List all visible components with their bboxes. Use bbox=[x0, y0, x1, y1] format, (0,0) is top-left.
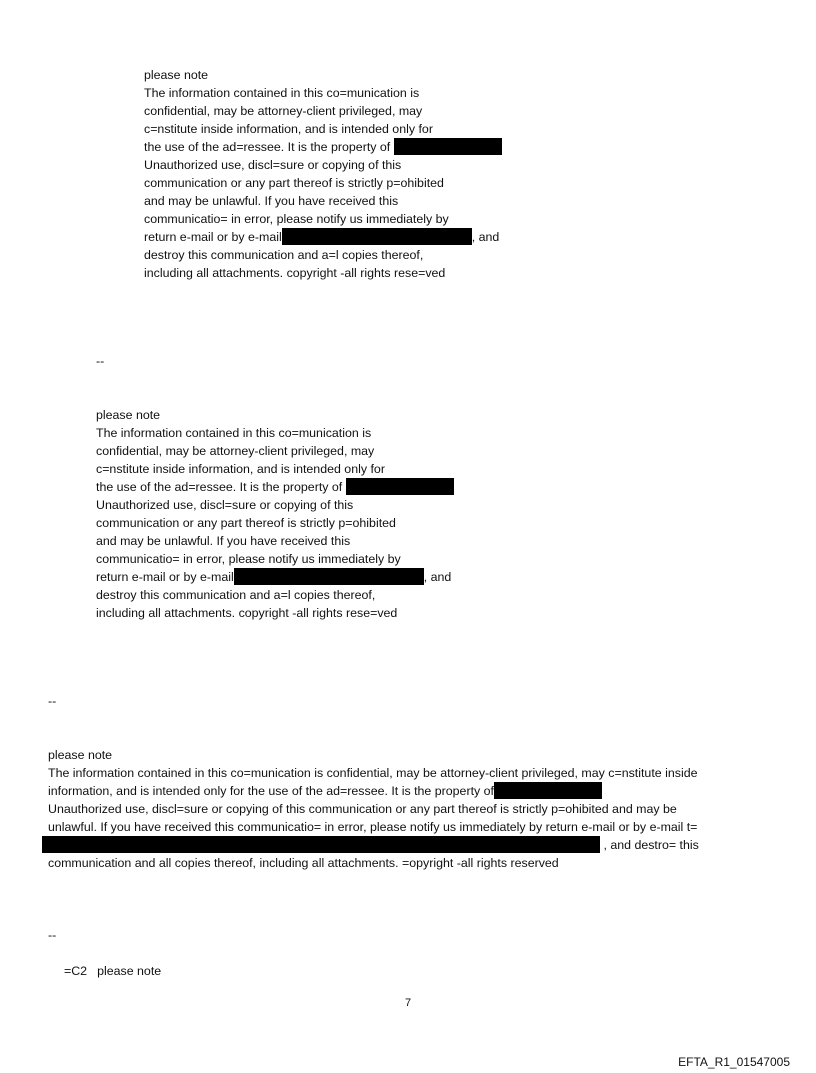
redaction-bar bbox=[234, 568, 424, 585]
block3-line-3-text: information, and is intended only for the use of the ad=ressee. It is the property of bbox=[48, 784, 494, 798]
block2-line-2: The information contained in this co=munication is bbox=[96, 426, 372, 440]
bates-number: EFTA_R1_01547005 bbox=[678, 1055, 790, 1069]
block2-line-1: please note bbox=[96, 408, 161, 422]
separator-1: -- bbox=[96, 354, 105, 368]
redaction-bar bbox=[42, 836, 600, 853]
tail-line bbox=[64, 962, 161, 980]
block1-line-6: Unauthorized use, discl=sure or copying of this bbox=[144, 158, 402, 172]
block1-line-10-tail: , and bbox=[471, 230, 500, 244]
disclaimer-block-1 bbox=[144, 66, 544, 306]
block3-line-6 bbox=[42, 836, 699, 854]
block1-line-11: destroy this communication and a=l copies thereof, bbox=[144, 248, 424, 262]
separator-3: -- bbox=[48, 928, 57, 942]
block2-line-11: destroy this communication and a=l copies thereof, bbox=[96, 588, 376, 602]
block2-line-10 bbox=[96, 568, 451, 586]
block1-line-5-text: the use of the ad=ressee. It is the property of bbox=[144, 140, 394, 154]
block1-line-4: c=nstitute inside information, and is intended only for bbox=[144, 122, 433, 136]
block2-line-10-tail: , and bbox=[423, 570, 452, 584]
block2-line-9: communicatio= in error, please notify us immediately by bbox=[96, 552, 401, 566]
block3-line-2: The information contained in this co=munication is confidential, may be attorney-client privileged, may c=nstitute inside bbox=[48, 766, 698, 780]
disclaimer-block-2 bbox=[96, 406, 496, 646]
block2-line-5 bbox=[96, 478, 454, 496]
redaction-bar bbox=[394, 138, 502, 155]
disclaimer-block-3 bbox=[48, 746, 788, 876]
block3-line-7: communication and all copies thereof, including all attachments. =opyright -all rights reserved bbox=[48, 856, 559, 870]
block1-line-3: confidential, may be attorney-client privileged, may bbox=[144, 104, 423, 118]
block1-line-10 bbox=[144, 228, 499, 246]
block3-line-6-tail: , and destro= this bbox=[600, 838, 699, 852]
block2-line-4: c=nstitute inside information, and is intended only for bbox=[96, 462, 385, 476]
block3-line-4: Unauthorized use, discl=sure or copying of this communication or any part thereof is strictly p=ohibited and may be bbox=[48, 802, 677, 816]
block3-line-1: please note bbox=[48, 748, 113, 762]
block1-line-7: communication or any part thereof is strictly p=ohibited bbox=[144, 176, 444, 190]
block2-line-12: including all attachments. copyright -all rights rese=ved bbox=[96, 606, 398, 620]
block3-line-5: unlawful. If you have received this communicatio= in error, please notify us immediately by return e-mail or by e-mail t= bbox=[48, 820, 698, 834]
tail-text: please note bbox=[97, 964, 162, 978]
block1-line-8: and may be unlawful. If you have received this bbox=[144, 194, 399, 208]
block1-line-10-text: return e-mail or by e-mail bbox=[144, 230, 282, 244]
block1-line-5 bbox=[144, 138, 502, 156]
block3-line-3 bbox=[48, 782, 602, 800]
block2-line-7: communication or any part thereof is strictly p=ohibited bbox=[96, 516, 396, 530]
block2-line-6: Unauthorized use, discl=sure or copying of this bbox=[96, 498, 354, 512]
redaction-bar bbox=[282, 228, 472, 245]
redaction-bar bbox=[346, 478, 454, 495]
block1-line-2: The information contained in this co=munication is bbox=[144, 86, 420, 100]
block2-line-3: confidential, may be attorney-client privileged, may bbox=[96, 444, 375, 458]
separator-2: -- bbox=[48, 694, 57, 708]
page-number: 7 bbox=[404, 997, 412, 1009]
tail-code: =C2 bbox=[64, 964, 88, 978]
block2-line-5-text: the use of the ad=ressee. It is the property of bbox=[96, 480, 346, 494]
block2-line-10-text: return e-mail or by e-mail bbox=[96, 570, 234, 584]
block1-line-12: including all attachments. copyright -all rights rese=ved bbox=[144, 266, 446, 280]
block1-line-1: please note bbox=[144, 68, 209, 82]
redaction-bar bbox=[494, 782, 602, 799]
block2-line-8: and may be unlawful. If you have received this bbox=[96, 534, 351, 548]
block1-line-9: communicatio= in error, please notify us immediately by bbox=[144, 212, 449, 226]
